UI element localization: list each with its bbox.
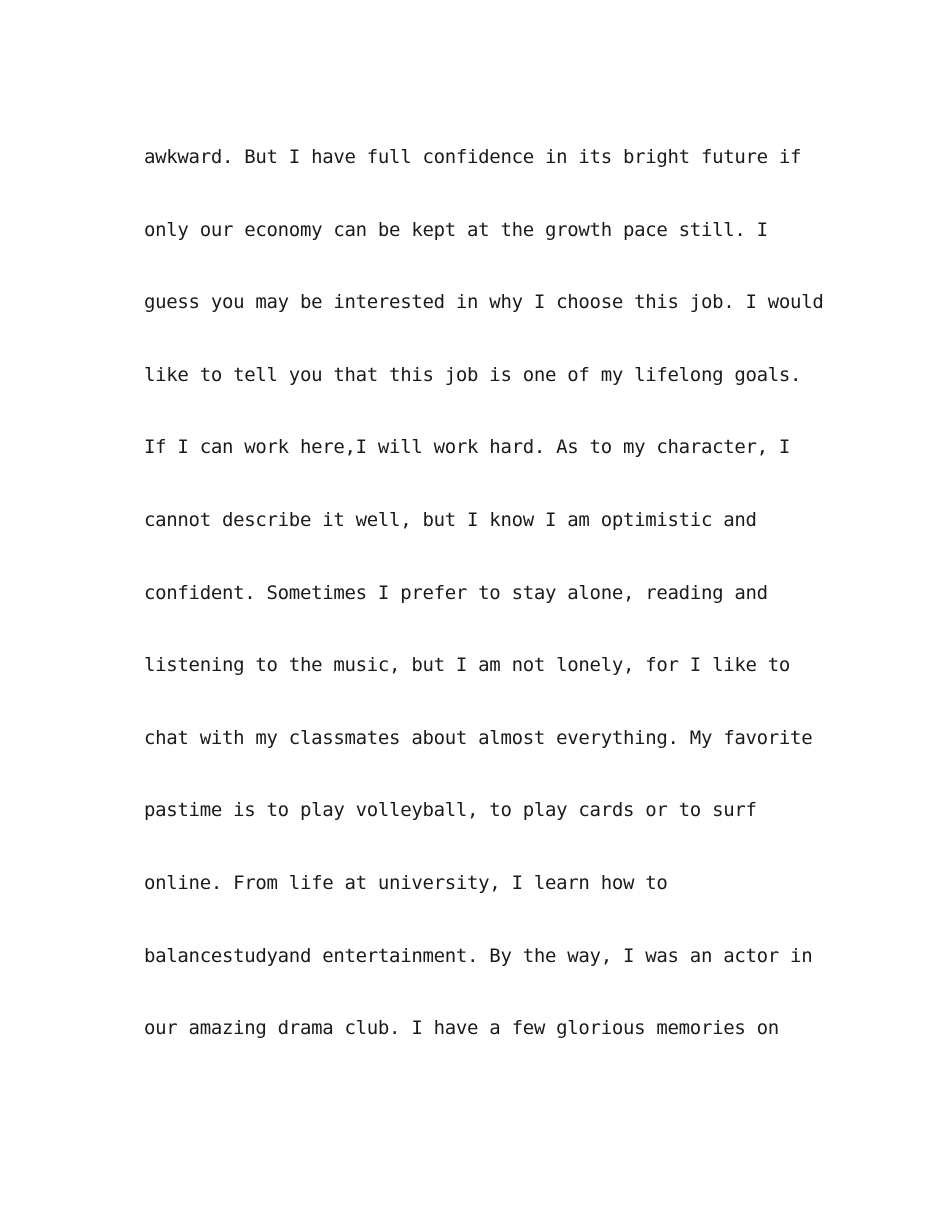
text-line: chat with my classmates about almost everything. My favorite <box>144 726 813 749</box>
text-line: If I can work here,I will work hard. As to my character, I <box>144 436 791 459</box>
text-line: awkward. But I have full confidence in its bright future if <box>144 146 802 168</box>
text-line: pastime is to play volleyball, to play cards or to surf <box>144 799 757 822</box>
text-line: guess you may be interested in why I choose this job. I would <box>144 291 824 314</box>
body-text <box>144 139 864 1083</box>
text-line: our amazing drama club. I have a few glorious memories on <box>144 1017 779 1040</box>
text-line: cannot describe it well, but I know I am optimistic and <box>144 508 757 531</box>
text-line: online. From life at university, I learn how to <box>144 871 668 894</box>
text-line: balancestudyand entertainment. By the way, I was an actor in <box>144 944 813 967</box>
text-line: only our economy can be kept at the growth pace still. I <box>144 218 768 241</box>
text-line: confident. Sometimes I prefer to stay alone, reading and <box>144 581 768 604</box>
text-line: like to tell you that this job is one of my lifelong goals. <box>144 363 802 386</box>
text-line: listening to the music, but I am not lonely, for I like to <box>144 654 791 677</box>
